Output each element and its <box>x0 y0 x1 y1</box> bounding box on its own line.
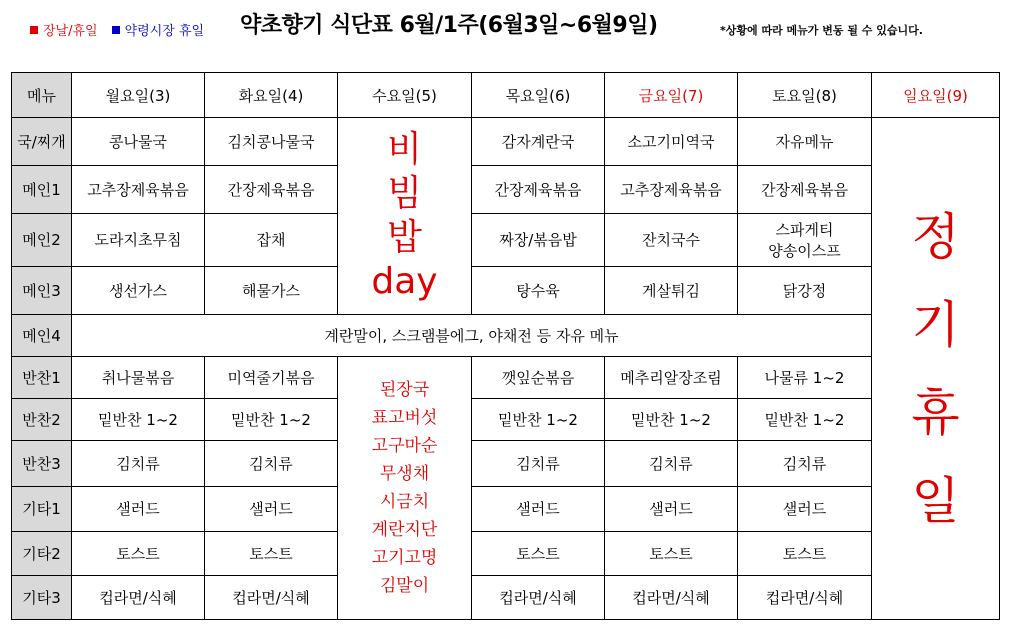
menu-cell-tue: 김치콩나물국 <box>205 118 338 166</box>
wednesday-side-item: 표고버섯 <box>371 407 438 428</box>
menu-cell-mon: 밑반찬 1~2 <box>72 399 205 441</box>
wednesday-side-item: 계란지단 <box>371 519 438 540</box>
menu-cell-sat: 자유메뉴 <box>738 118 872 166</box>
table-row <box>12 166 1000 214</box>
row-label: 메인3 <box>12 266 72 314</box>
menu-cell-mon: 콩나물국 <box>72 118 205 166</box>
legend-market-closed <box>112 20 204 39</box>
menu-cell-sat: 간장제육볶음 <box>738 166 872 214</box>
menu-cell-sat: 김치류 <box>738 441 872 487</box>
menu-cell-tue: 잡채 <box>205 214 338 266</box>
legend-market-closed-label: 약령시장 휴일 <box>124 24 205 39</box>
menu-cell-tue: 해물가스 <box>205 266 338 314</box>
menu-cell-fri: 잔치국수 <box>605 214 738 266</box>
row-label: 메인4 <box>12 314 72 356</box>
table-row <box>12 118 1000 166</box>
menu-cell-tue: 샐러드 <box>205 487 338 531</box>
wednesday-side-item: 시금치 <box>379 491 430 512</box>
table-row <box>12 266 1000 314</box>
legend-holiday-label: 장날/휴일 <box>43 24 98 39</box>
wednesday-top-text: 비 <box>387 128 422 170</box>
menu-cell-thu: 김치류 <box>472 441 605 487</box>
menu-cell-tue: 미역줄기볶음 <box>205 356 338 398</box>
menu-cell-thu: 샐러드 <box>472 487 605 531</box>
header-mon: 월요일(3) <box>72 73 205 118</box>
sunday-closed-char: 일 <box>911 471 960 530</box>
wednesday-bibimbap-cell <box>338 118 472 315</box>
page-title: 약초향기 식단표 6월/1주(6월3일~6월9일) <box>240 13 658 38</box>
menu-cell-thu: 밑반찬 1~2 <box>472 399 605 441</box>
blue-square-icon <box>112 26 120 34</box>
menu-cell-sat: 닭강정 <box>738 266 872 314</box>
wednesday-top-text: 빔 <box>387 172 422 214</box>
red-square-icon <box>30 26 38 34</box>
row-label: 기타3 <box>12 575 72 619</box>
free-menu-cell: 계란말이, 스크램블에그, 야채전 등 자유 메뉴 <box>72 314 872 356</box>
wednesday-sides-cell <box>338 356 472 619</box>
wednesday-side-item: 고기고명 <box>371 547 438 568</box>
row-label: 기타1 <box>12 487 72 531</box>
menu-cell-fri: 토스트 <box>605 531 738 575</box>
menu-cell-fri: 게살튀김 <box>605 266 738 314</box>
menu-cell-tue: 컵라면/식혜 <box>205 575 338 619</box>
table-row <box>12 214 1000 266</box>
header-wed: 수요일(5) <box>338 73 472 118</box>
menu-cell-mon: 고추장제육볶음 <box>72 166 205 214</box>
menu-cell-sat: 토스트 <box>738 531 872 575</box>
menu-cell-thu: 컵라면/식혜 <box>472 575 605 619</box>
header-menu: 메뉴 <box>12 73 72 118</box>
menu-cell-fri: 소고기미역국 <box>605 118 738 166</box>
menu-body <box>12 118 1000 620</box>
table-row <box>12 575 1000 619</box>
table-row <box>12 441 1000 487</box>
menu-cell-fri: 밑반찬 1~2 <box>605 399 738 441</box>
table-row <box>12 314 1000 356</box>
menu-cell-mon: 생선가스 <box>72 266 205 314</box>
menu-cell-tue: 토스트 <box>205 531 338 575</box>
row-label: 반찬3 <box>12 441 72 487</box>
header-fri: 금요일(7) <box>605 73 738 118</box>
menu-cell-fri: 컵라면/식혜 <box>605 575 738 619</box>
header-sat: 토요일(8) <box>738 73 872 118</box>
menu-cell-mon: 컵라면/식혜 <box>72 575 205 619</box>
menu-cell-tue: 간장제육볶음 <box>205 166 338 214</box>
menu-cell-sat: 밑반찬 1~2 <box>738 399 872 441</box>
menu-cell-sat: 나물류 1~2 <box>738 356 872 398</box>
wednesday-side-item: 김말이 <box>379 575 430 596</box>
header-sun: 일요일(9) <box>872 73 1000 118</box>
menu-cell-thu: 토스트 <box>472 531 605 575</box>
menu-cell-fri: 메추리알장조림 <box>605 356 738 398</box>
menu-cell-mon: 토스트 <box>72 531 205 575</box>
wednesday-side-item: 고구마순 <box>371 435 438 456</box>
table-row <box>12 399 1000 441</box>
menu-cell-thu: 탕수육 <box>472 266 605 314</box>
sunday-closed-char: 기 <box>911 295 960 354</box>
legend-holiday <box>30 20 98 39</box>
menu-cell-thu: 감자계란국 <box>472 118 605 166</box>
menu-table <box>11 72 1000 620</box>
table-row <box>12 487 1000 531</box>
menu-cell-sat: 컵라면/식혜 <box>738 575 872 619</box>
menu-cell-sat: 스파게티 양송이스프 <box>738 214 872 266</box>
header-row <box>12 73 1000 118</box>
sunday-closed-char: 정 <box>911 207 960 266</box>
table-row <box>12 356 1000 398</box>
menu-cell-fri: 고추장제육볶음 <box>605 166 738 214</box>
menu-cell-mon: 김치류 <box>72 441 205 487</box>
table-row <box>12 531 1000 575</box>
wednesday-top-text: day <box>371 260 438 302</box>
wednesday-side-item: 된장국 <box>379 379 430 400</box>
menu-cell-mon: 취나물볶음 <box>72 356 205 398</box>
menu-cell-mon: 샐러드 <box>72 487 205 531</box>
wednesday-top-text: 밥 <box>387 216 422 258</box>
legend <box>30 20 218 39</box>
menu-cell-thu: 깻잎순볶음 <box>472 356 605 398</box>
row-label: 국/찌개 <box>12 118 72 166</box>
menu-cell-thu: 간장제육볶음 <box>472 166 605 214</box>
menu-change-note: *상황에 따라 메뉴가 변동 될 수 있습니다. <box>720 24 923 37</box>
menu-cell-fri: 김치류 <box>605 441 738 487</box>
header-thu: 목요일(6) <box>472 73 605 118</box>
menu-cell-thu: 짜장/볶음밥 <box>472 214 605 266</box>
menu-cell-sat: 샐러드 <box>738 487 872 531</box>
row-label: 반찬1 <box>12 356 72 398</box>
menu-cell-tue: 김치류 <box>205 441 338 487</box>
row-label: 기타2 <box>12 531 72 575</box>
row-label: 메인2 <box>12 214 72 266</box>
row-label: 반찬2 <box>12 399 72 441</box>
header-tue: 화요일(4) <box>205 73 338 118</box>
sunday-closed-char: 휴 <box>911 383 960 442</box>
row-label: 메인1 <box>12 166 72 214</box>
menu-cell-tue: 밑반찬 1~2 <box>205 399 338 441</box>
wednesday-side-item: 무생채 <box>379 463 430 484</box>
menu-cell-mon: 도라지초무침 <box>72 214 205 266</box>
sunday-closed-cell <box>872 118 1000 620</box>
menu-cell-fri: 샐러드 <box>605 487 738 531</box>
